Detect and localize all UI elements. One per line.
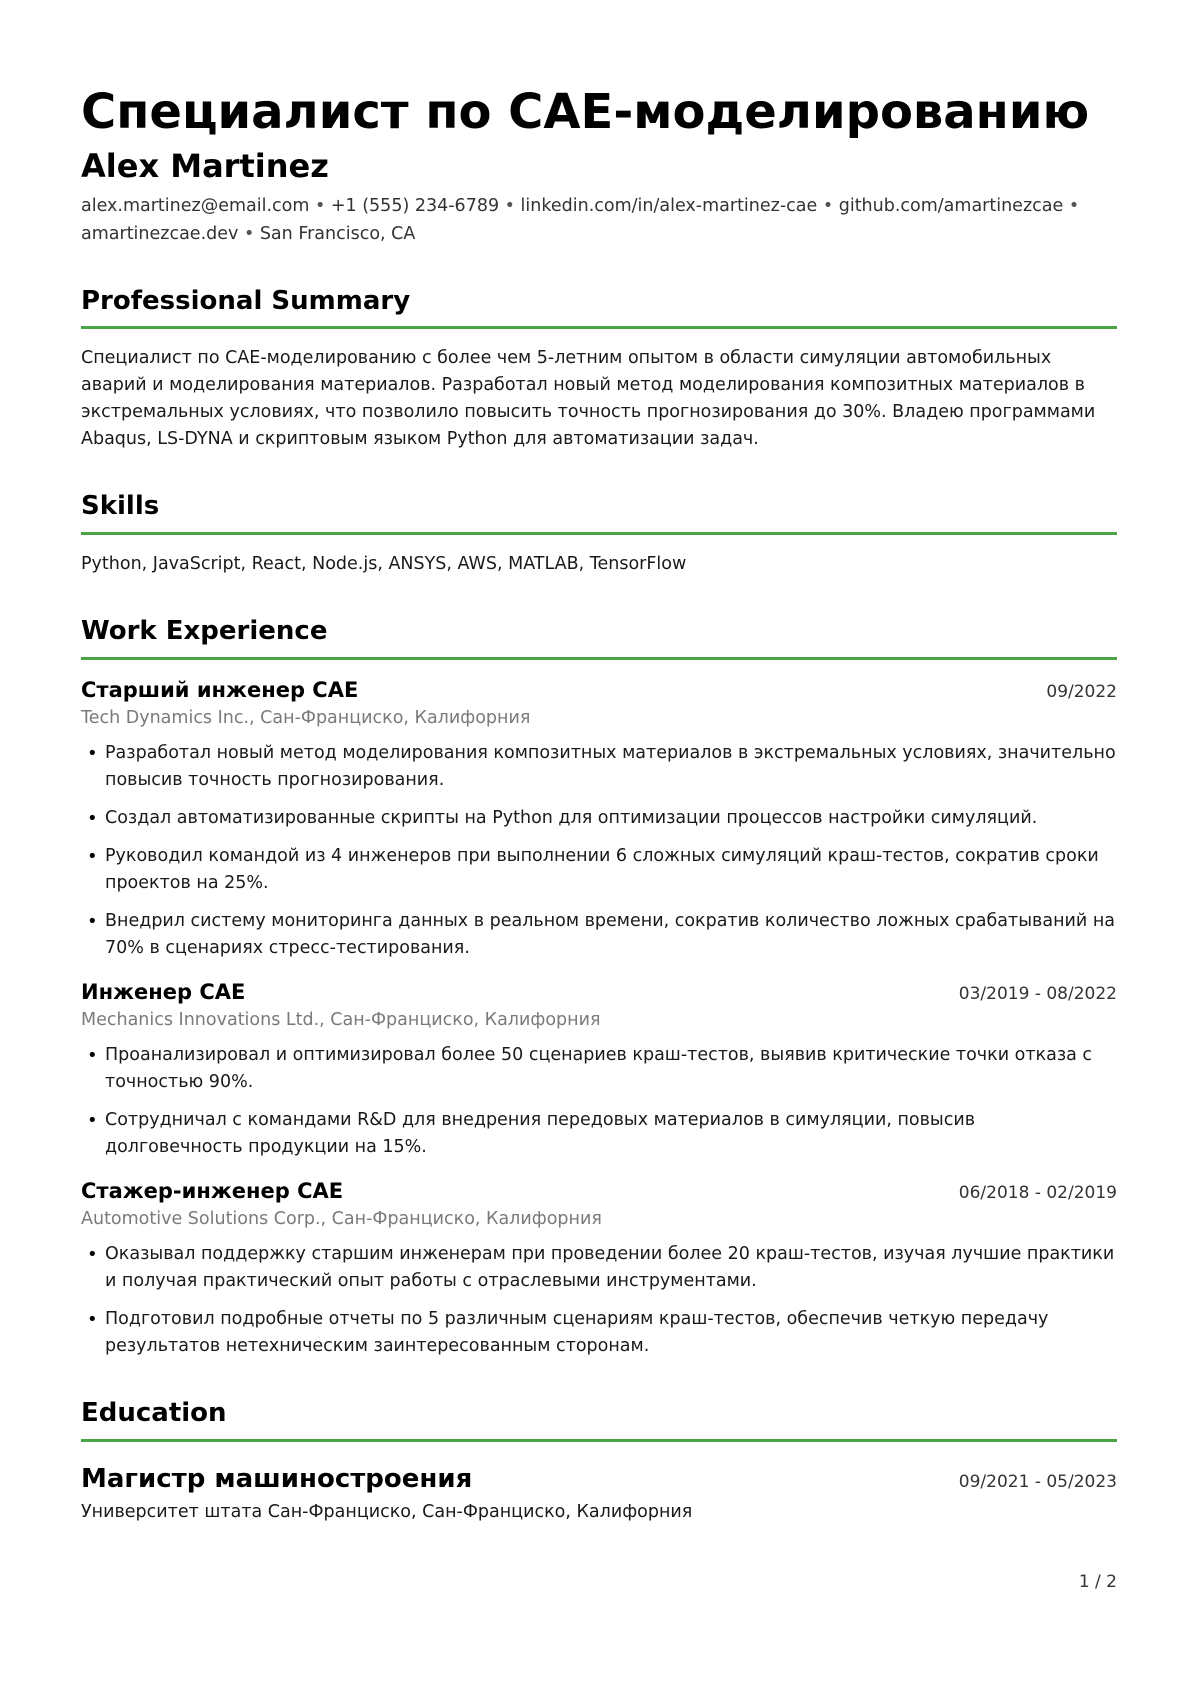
- section-heading: Work Experience: [81, 615, 1117, 660]
- summary-text: Специалист по CAE-моделированию с более чем 5-летним опытом в области симуляции автомобильных аварий и моделирования материалов. Разработал новый метод моделирования композитных материалов в экстремальных условиях, что позволило повысить точность прогнозирования до 30%. Владею программами Abaqus, LS-DYNA и скриптовым языком Python для автоматизации задач.: [81, 348, 1096, 450]
- job-entry: [81, 678, 1117, 962]
- job-date: 06/2018 - 02/2019: [958, 1182, 1117, 1203]
- skills-list: Python, JavaScript, React, Node.js, ANSYS, AWS, MATLAB, TensorFlow: [81, 554, 687, 575]
- candidate-name: Alex Martinez: [81, 147, 329, 185]
- contact-separator: •: [817, 195, 839, 216]
- resume-title: Специалист по CAE-моделированию: [81, 84, 1090, 140]
- bullet-item: • Разработал новый метод моделирования композитных материалов в экстремальных условиях, значительно повысив точность прогнозирования.: [81, 740, 1117, 794]
- job-title: Инженер CAE: [81, 979, 246, 1004]
- job-bullets: [81, 1042, 1117, 1161]
- page-number: 1 / 2: [1078, 1572, 1117, 1592]
- contact-email[interactable]: alex.martinez@email.com: [81, 195, 310, 216]
- bullet-item: • Создал автоматизированные скрипты на Python для оптимизации процессов настройки симуляций.: [81, 805, 1117, 832]
- job-bullets: [81, 1241, 1117, 1360]
- section-heading: Education: [81, 1397, 1117, 1442]
- summary-section: [81, 285, 1117, 454]
- bullet-item: • Внедрил систему мониторинга данных в реальном времени, сократив количество ложных срабатываний на 70% в сценариях стресс-тестирования.: [81, 908, 1117, 962]
- bullet-item: • Сотрудничал с командами R&D для внедрения передовых материалов в симуляции, повысив долговечность продукции на 15%.: [81, 1107, 1117, 1161]
- job-date: 03/2019 - 08/2022: [958, 983, 1117, 1004]
- job-entry: [81, 1179, 1117, 1360]
- job-title: Старший инженер CAE: [81, 677, 359, 702]
- contact-separator: •: [238, 223, 260, 244]
- contact-separator: •: [309, 195, 331, 216]
- job-company: Automotive Solutions Corp., Сан-Франциско, Калифорния: [81, 1208, 602, 1229]
- section-heading: Professional Summary: [81, 285, 1117, 330]
- bullet-item: • Подготовил подробные отчеты по 5 различным сценариям краш-тестов, обеспечив четкую передачу результатов нетехническим заинтересованным сторонам.: [81, 1306, 1117, 1360]
- education-section: [81, 1397, 1117, 1522]
- contact-linkedin[interactable]: linkedin.com/in/alex-martinez-cae: [520, 195, 818, 216]
- section-heading: Skills: [81, 490, 1117, 535]
- job-company: Tech Dynamics Inc., Сан-Франциско, Калифорния: [81, 707, 531, 728]
- education-entry: [81, 1464, 1117, 1522]
- skills-section: [81, 490, 1117, 578]
- contact-line: [81, 192, 1117, 248]
- education-school: Университет штата Сан-Франциско, Сан-Франциско, Калифорния: [81, 1501, 693, 1522]
- job-date: 09/2022: [1046, 681, 1117, 702]
- job-bullets: [81, 740, 1117, 962]
- education-date: 09/2021 - 05/2023: [958, 1471, 1117, 1492]
- experience-section: [81, 615, 1117, 1360]
- contact-separator: •: [1063, 195, 1080, 216]
- bullet-item: • Оказывал поддержку старшим инженерам при проведении более 20 краш-тестов, изучая лучшие практики и получая практический опыт работы с отраслевыми инструментами.: [81, 1241, 1117, 1295]
- job-title: Стажер-инженер CAE: [81, 1178, 344, 1203]
- contact-location: San Francisco, CA: [259, 223, 416, 244]
- contact-phone[interactable]: +1 (555) 234-6789: [330, 195, 500, 216]
- job-company: Mechanics Innovations Ltd., Сан-Франциско, Калифорния: [81, 1009, 601, 1030]
- bullet-item: • Проанализировал и оптимизировал более 50 сценариев краш-тестов, выявив критические точки отказа с точностью 90%.: [81, 1042, 1117, 1096]
- resume-page: [81, 82, 1117, 1522]
- contact-website[interactable]: amartinezcae.dev: [81, 223, 239, 244]
- job-entry: [81, 980, 1117, 1161]
- bullet-item: • Руководил командой из 4 инженеров при выполнении 6 сложных симуляций краш-тестов, сократив сроки проектов на 25%.: [81, 843, 1117, 897]
- contact-github[interactable]: github.com/amartinezcae: [838, 195, 1064, 216]
- contact-separator: •: [499, 195, 521, 216]
- education-degree: Магистр машиностроения: [81, 1463, 473, 1494]
